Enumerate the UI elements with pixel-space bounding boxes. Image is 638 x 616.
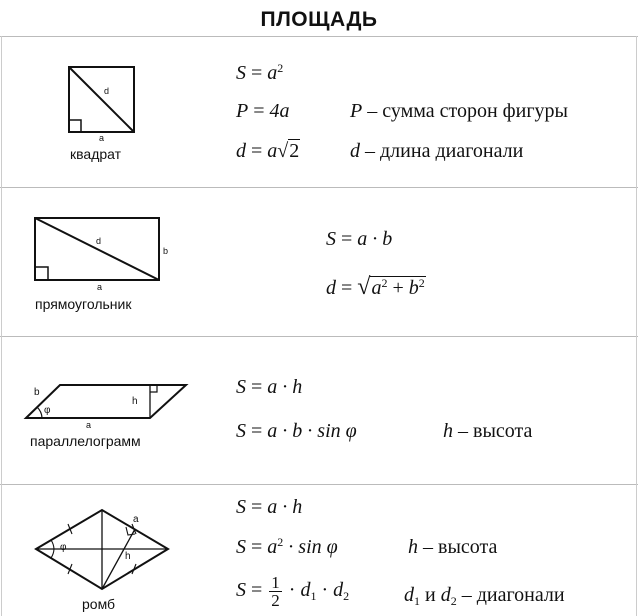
table-border-right — [636, 36, 637, 616]
row-divider — [0, 187, 638, 188]
rectangle-diagonal-formula: $d = √a^2 + b^2$ — [326, 274, 425, 300]
parallelogram-sin-formula: S = a · b · sin φ — [236, 420, 357, 442]
square-area-formula: $S = a^2$ — [236, 61, 284, 84]
rhombus-sin-formula: $S = a^2 \cdot \sin \varphi$ — [236, 535, 338, 558]
parallelogram-area-formula: S = a · h — [236, 376, 303, 398]
parallelogram-height-note: h – высота — [443, 420, 533, 442]
parallelogram-label-b: b — [34, 387, 40, 398]
parallelogram-label-phi: φ — [44, 405, 51, 416]
rectangle-figure — [30, 214, 170, 284]
square-caption: квадрат — [70, 146, 122, 162]
square-perimeter-formula: P = 4a — [236, 100, 290, 122]
rectangle-caption: прямоугольник — [35, 296, 132, 312]
rhombus-label-phi: φ — [60, 542, 67, 553]
rectangle-area-formula: S = a · b — [326, 228, 393, 250]
row-divider — [0, 336, 638, 337]
rectangle-label-b: b — [163, 246, 169, 256]
parallelogram-caption: параллелограмм — [30, 433, 141, 449]
parallelogram-label-a: a — [86, 420, 92, 430]
parallelogram-figure — [18, 383, 198, 423]
rhombus-area-formula: S = a · h — [236, 496, 303, 518]
rhombus-height-note: h – высота — [408, 536, 498, 558]
row-divider — [0, 36, 638, 37]
row-divider — [0, 484, 638, 485]
square-label-a: a — [99, 133, 105, 143]
square-perimeter-note: P – сумма сторон фигуры — [350, 100, 568, 122]
rhombus-label-h: h — [125, 551, 131, 562]
page-title: ПЛОЩАДЬ — [260, 8, 378, 31]
parallelogram-label-h: h — [132, 396, 138, 407]
rectangle-label-d: d — [96, 236, 102, 246]
square-figure — [60, 62, 140, 142]
rhombus-figure — [22, 505, 182, 595]
square-label-d: d — [104, 86, 110, 96]
table-border-left — [1, 36, 2, 616]
rectangle-label-a: a — [97, 282, 103, 292]
rhombus-diagonal-formula: S = $\frac{1}{2}$ · $d_1 \cdot d_2$ — [236, 573, 350, 610]
square-diagonal-formula: d = a√2 — [236, 140, 300, 162]
rhombus-label-a: a — [133, 514, 139, 525]
rhombus-diagonal-note: $d_1$ и $d_2$ – диагонали — [404, 584, 565, 608]
square-diagonal-note: d – длина диагонали — [350, 140, 524, 162]
rhombus-caption: ромб — [82, 596, 116, 612]
